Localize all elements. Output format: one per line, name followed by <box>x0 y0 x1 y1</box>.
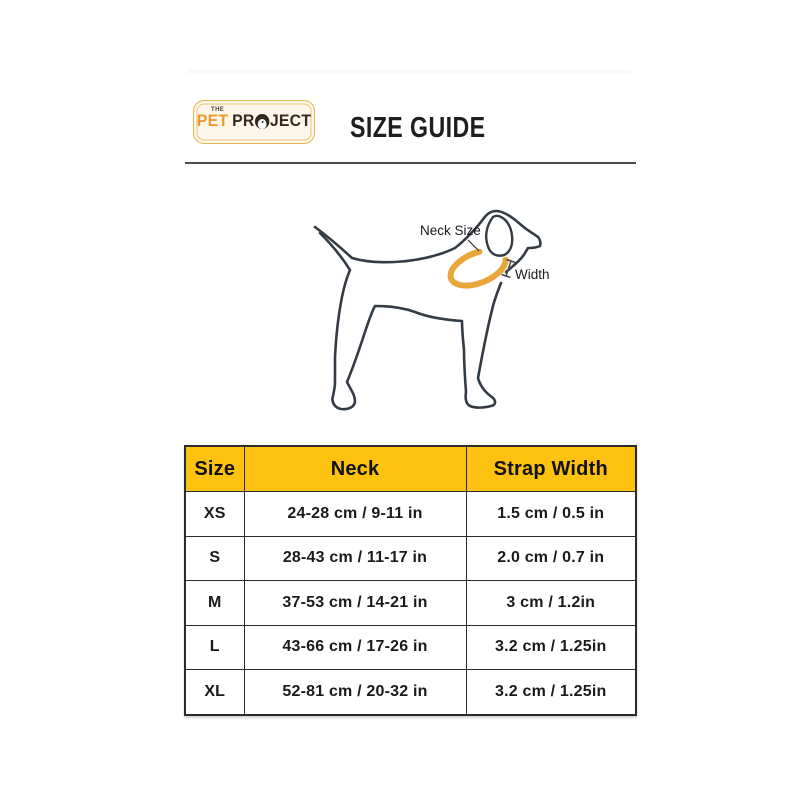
width-label: Width <box>515 267 550 282</box>
strap-cell: 3.2 cm / 1.25in <box>466 670 636 715</box>
logo-pet-text: PET <box>196 112 229 130</box>
pet-project-logo <box>193 100 315 144</box>
size-table <box>184 445 637 716</box>
dog-outline-illustration <box>280 180 600 440</box>
collar-shape <box>451 252 506 286</box>
size-cell: XL <box>185 670 244 715</box>
neck-size-label: Neck Size <box>420 223 481 238</box>
size-cell: M <box>185 581 244 626</box>
page-title: SIZE GUIDE <box>350 112 486 144</box>
table-row <box>185 492 636 537</box>
neck-cell: 37-53 cm / 14-21 in <box>244 581 466 626</box>
col-header-size: Size <box>185 446 244 492</box>
logo-project-suffix: JECT <box>269 112 312 130</box>
logo-project-prefix: PR <box>232 112 255 130</box>
neck-cell: 28-43 cm / 11-17 in <box>244 536 466 581</box>
compression-artifact <box>188 70 632 73</box>
strap-cell: 3 cm / 1.2in <box>466 581 636 626</box>
table-row <box>185 625 636 670</box>
table-row <box>185 536 636 581</box>
dog-measurement-diagram <box>280 180 600 440</box>
table-header-row <box>185 446 636 492</box>
strap-cell: 2.0 cm / 0.7 in <box>466 536 636 581</box>
dog-ear-outline <box>486 216 512 256</box>
col-header-neck: Neck <box>244 446 466 492</box>
table-row <box>185 581 636 626</box>
strap-cell: 1.5 cm / 0.5 in <box>466 492 636 537</box>
size-cell: S <box>185 536 244 581</box>
neck-cell: 52-81 cm / 20-32 in <box>244 670 466 715</box>
divider-line <box>185 162 636 164</box>
table-row <box>185 670 636 715</box>
logo-the-text: THE <box>211 107 225 113</box>
strap-cell: 3.2 cm / 1.25in <box>466 625 636 670</box>
size-cell: XS <box>185 492 244 537</box>
neck-size-pointer-line <box>468 240 479 251</box>
col-header-strap-width: Strap Width <box>466 446 636 492</box>
dog-face-icon <box>255 114 269 129</box>
neck-cell: 24-28 cm / 9-11 in <box>244 492 466 537</box>
neck-cell: 43-66 cm / 17-26 in <box>244 625 466 670</box>
size-cell: L <box>185 625 244 670</box>
logo-wordmark <box>196 112 311 131</box>
